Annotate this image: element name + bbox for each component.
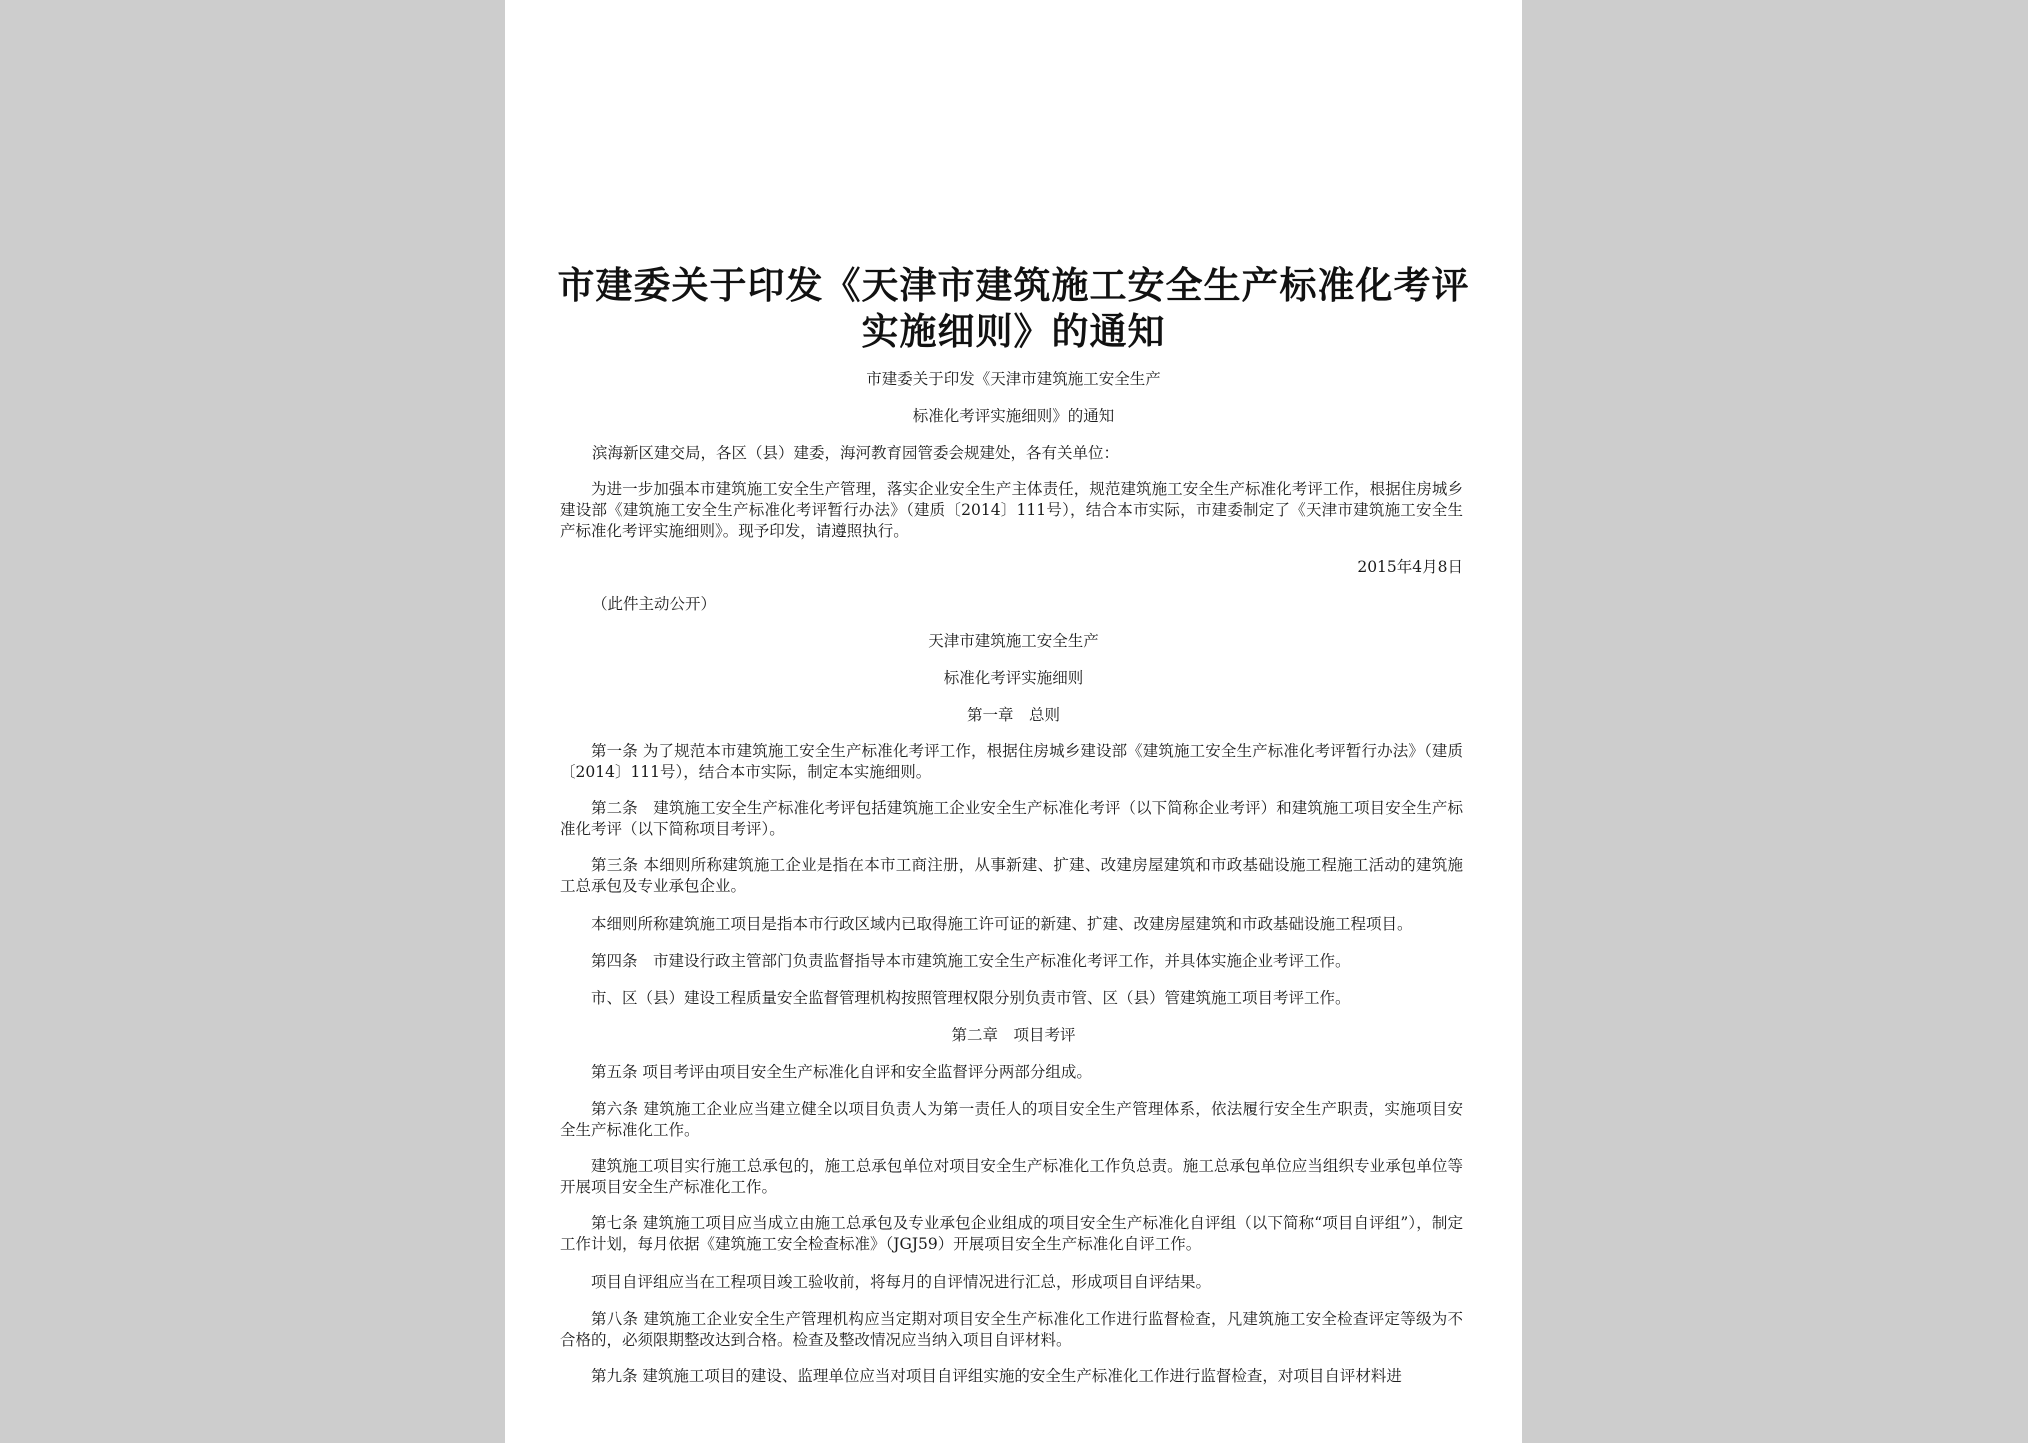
article-5: 第五条 项目考评由项目安全生产标准化自评和安全监督评分两部分组成。 xyxy=(591,1063,1092,1081)
title-line-2: 实施细则》的通知 xyxy=(861,309,1166,353)
article-9: 第九条 建筑施工项目的建设、监理单位应当对项目自评组实施的安全生产标准化工作进行监督检查，对项目自评材料进 xyxy=(591,1367,1402,1385)
chapter-heading-1: 第一章 总则 xyxy=(966,706,1060,724)
article-6: 第六条 建筑施工企业应当建立健全以项目负责人为第一责任人的项目安全生产管理体系，依法履行安全生产职责，实施项目安全生产标准化工作。 xyxy=(560,1100,1463,1139)
rules-title-line-2: 标准化考评实施细则 xyxy=(943,669,1084,687)
article-2: 第二条 建筑施工安全生产标准化考评包括建筑施工企业安全生产标准化考评（以下简称企业考评）和建筑施工项目安全生产标准化考评（以下简称项目考评）。 xyxy=(560,799,1463,838)
article-3: 第三条 本细则所称建筑施工企业是指在本市工商注册，从事新建、扩建、改建房屋建筑和市政基础设施工程施工活动的建筑施工总承包及专业承包企业。 xyxy=(560,856,1463,895)
title-line-1: 市建委关于印发《天津市建筑施工安全生产标准化考评 xyxy=(557,263,1470,307)
article-4-paragraph-2: 市、区（县）建设工程质量安全监督管理机构按照管理权限分别负责市管、区（县）管建筑施工项目考评工作。 xyxy=(591,989,1351,1007)
article-4: 第四条 市建设行政主管部门负责监督指导本市建筑施工安全生产标准化考评工作，并具体实施企业考评工作。 xyxy=(591,952,1351,970)
intro-paragraph: 为进一步加强本市建筑施工安全生产管理，落实企业安全生产主体责任，规范建筑施工安全生产标准化考评工作，根据住房城乡建设部《建筑施工安全生产标准化考评暂行办法》（建质〔2014〕111号），结合本市实际，市建委制定了《天津市建筑施工安全生产标准化考评实施细则》。现予印发，请遵照执行。 xyxy=(560,480,1463,540)
article-1: 第一条 为了规范本市建筑施工安全生产标准化考评工作，根据住房城乡建设部《建筑施工安全生产标准化考评暂行办法》（建质〔2014〕111号），结合本市实际，制定本实施细则。 xyxy=(560,742,1463,781)
issue-date: 2015年4月8日 xyxy=(1357,558,1463,576)
rules-title-line-1: 天津市建筑施工安全生产 xyxy=(928,632,1099,650)
subtitle-line-2: 标准化考评实施细则》的通知 xyxy=(912,407,1115,425)
chapter-heading-2: 第二章 项目考评 xyxy=(951,1026,1076,1044)
article-7: 第七条 建筑施工项目应当成立由施工总承包及专业承包企业组成的项目安全生产标准化自评组（以下简称“项目自评组”），制定工作计划，每月依据《建筑施工安全检查标准》（JGJ59）开展项目安全生产标准化自评工作。 xyxy=(560,1214,1463,1253)
document-page xyxy=(505,0,1522,1443)
article-6-paragraph-2: 建筑施工项目实行施工总承包的，施工总承包单位对项目安全生产标准化工作负总责。施工总承包单位应当组织专业承包单位等开展项目安全生产标准化工作。 xyxy=(560,1157,1463,1196)
document-title xyxy=(545,262,1482,354)
article-8: 第八条 建筑施工企业安全生产管理机构应当定期对项目安全生产标准化工作进行监督检查，凡建筑施工安全检查评定等级为不合格的，必须限期整改达到合格。检查及整改情况应当纳入项目自评材料。 xyxy=(560,1310,1463,1349)
subtitle-line-1: 市建委关于印发《天津市建筑施工安全生产 xyxy=(866,370,1161,388)
public-note: （此件主动公开） xyxy=(592,595,717,613)
addressee: 滨海新区建交局，各区（县）建委，海河教育园管委会规建处，各有关单位： xyxy=(592,444,1120,462)
article-3-paragraph-2: 本细则所称建筑施工项目是指本市行政区域内已取得施工许可证的新建、扩建、改建房屋建筑和市政基础设施工程项目。 xyxy=(591,915,1413,933)
article-7-paragraph-2: 项目自评组应当在工程项目竣工验收前，将每月的自评情况进行汇总，形成项目自评结果。 xyxy=(591,1273,1212,1291)
